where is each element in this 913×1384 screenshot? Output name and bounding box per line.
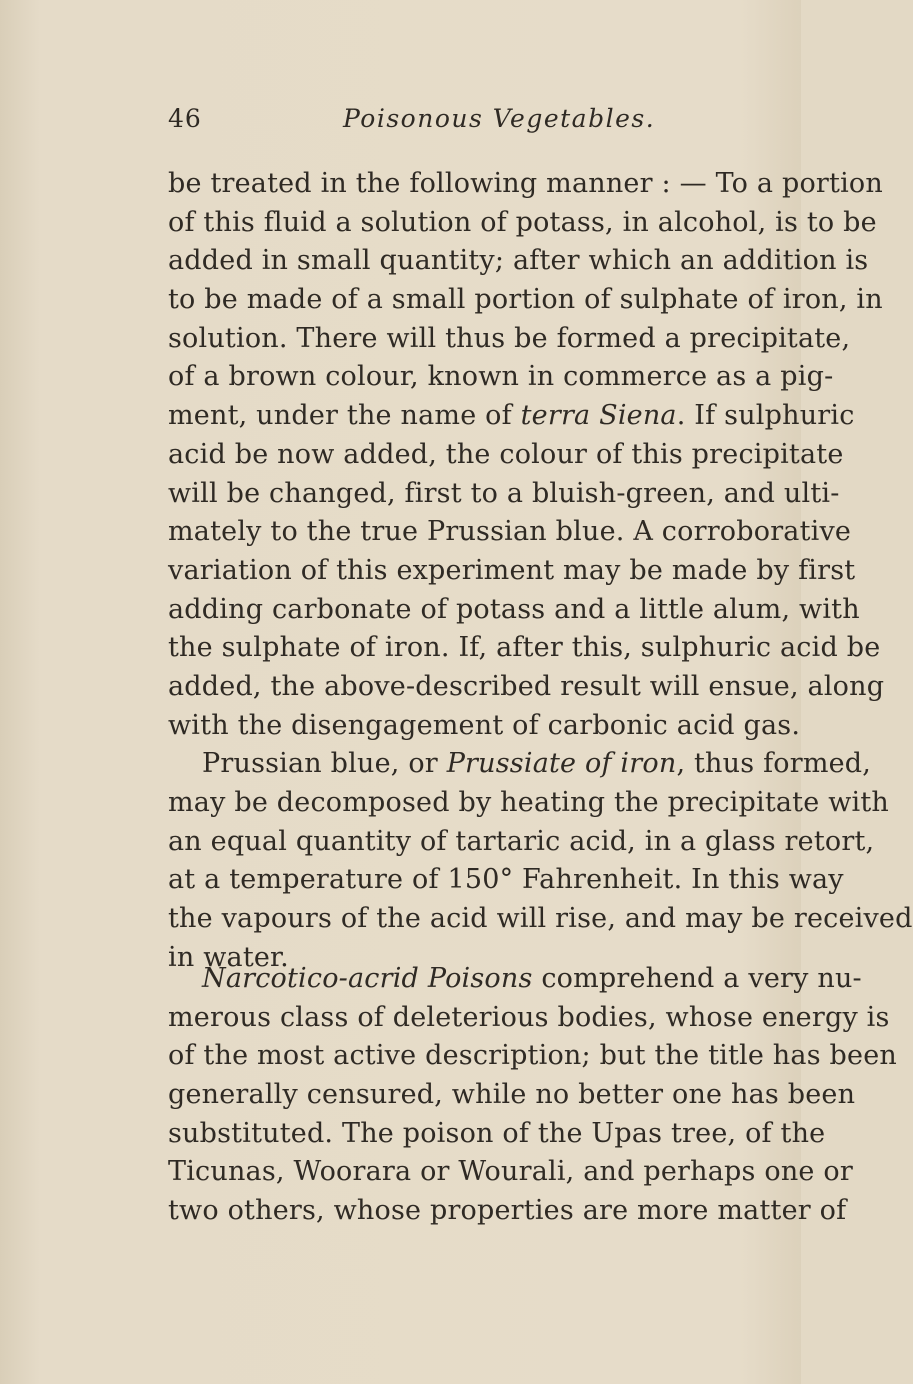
text-line: Narcotico-acrid Poisons comprehend a very nu- <box>202 963 862 994</box>
text-line: with the disengagement of carbonic acid gas. <box>168 709 801 741</box>
text-line: ment, under the name of terra Siena. If sulphuric <box>168 400 855 432</box>
text-line: of this fluid a solution of potass, in alcohol, is to be <box>168 206 877 238</box>
text-line: the sulphate of iron. If, after this, sulphuric acid be <box>168 632 881 664</box>
text-line: merous class of deleterious bodies, whose energy is <box>168 1001 890 1033</box>
italic-phrase: Narcotico-acrid Poisons <box>202 963 533 994</box>
text-line: of the most active description; but the title has been <box>168 1040 897 1072</box>
text-line: added, the above-described result will ensue, along <box>168 670 885 702</box>
page-header <box>168 104 768 148</box>
text-line: added in small quantity; after which an addition is <box>168 245 869 277</box>
text-line: mately to the true Prussian blue. A corroborative <box>168 516 852 548</box>
text-line: of a brown colour, known in commerce as a pig- <box>168 361 834 393</box>
body-text-lower <box>168 960 897 1231</box>
text-line: variation of this experiment may be made by first <box>168 554 856 586</box>
text-line: substituted. The poison of the Upas tree, of the <box>168 1117 826 1149</box>
text-line: Ticunas, Woorara or Wourali, and perhaps one or <box>168 1156 853 1188</box>
paragraph-3 <box>168 960 897 1231</box>
text-line: may be decomposed by heating the precipitate with <box>168 787 889 818</box>
text-line: in water. <box>168 941 289 973</box>
text-line: solution. There will thus be formed a precipitate, <box>168 322 851 354</box>
text-line: Prussian blue, or Prussiate of iron, thus formed, <box>202 748 872 780</box>
text-line: the vapours of the acid will rise, and may be received <box>168 903 913 935</box>
paragraph-2 <box>168 745 913 977</box>
text-line: generally censured, while no better one has been <box>168 1079 856 1111</box>
running-title: Poisonous Vegetables. <box>343 104 656 133</box>
text-line: will be changed, first to a bluish-green, and ulti- <box>168 477 840 509</box>
text-line: to be made of a small portion of sulphate of iron, in <box>168 284 883 316</box>
text-line: an equal quantity of tartaric acid, in a glass retort, <box>168 825 875 857</box>
text-line: at a temperature of 150° Fahrenheit. In this way <box>168 864 844 896</box>
text-line: be treated in the following manner : — To a portion <box>168 168 883 199</box>
italic-phrase: terra Siena <box>520 400 677 432</box>
page-number: 46 <box>168 104 202 133</box>
paragraph-1 <box>168 165 885 745</box>
body-text-upper <box>168 165 913 977</box>
text-line: two others, whose properties are more matter of <box>168 1195 847 1227</box>
italic-phrase: Prussiate of iron <box>446 748 677 780</box>
text-line: acid be now added, the colour of this precipitate <box>168 438 844 470</box>
text-line: adding carbonate of potass and a little alum, with <box>168 593 860 625</box>
